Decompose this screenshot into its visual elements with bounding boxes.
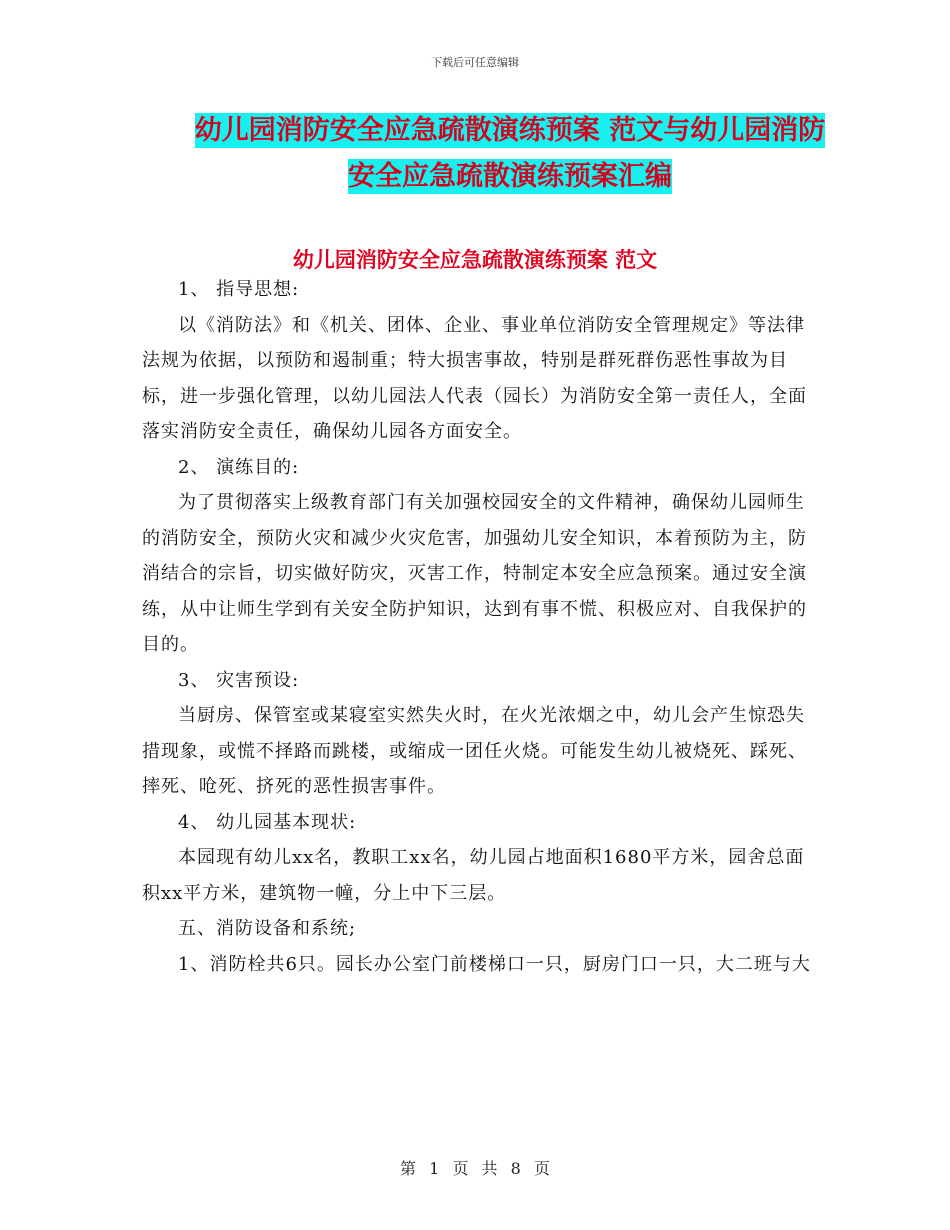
paragraph: 本园现有幼儿xx名，教职工xx名，幼儿园占地面积1680平方米，园舍总面积xx平方米，建筑物一幢，分上中下三层。 (142, 847, 805, 904)
page-footer (0, 1156, 950, 1179)
footer-mid-1: 页 (452, 1159, 469, 1178)
paragraph-heading-3: 3、 灾害预设: (178, 669, 300, 691)
paragraph: 以《消防法》和《机关、团体、企业、事业单位消防安全管理规定》等法律法规为依据，以预防和遏制重；特大损害事故，特别是群死群伤恶性事故为目标，进一步强化管理，以幼儿园法人代表（园长）为消防安全第一责任人，全面落实消防安全责任，确保幼儿园各方面安全。 (142, 314, 807, 442)
paragraph: 为了贯彻落实上级教育部门有关加强校园安全的文件精神，确保幼儿园师生的消防安全，预防火灾和减少火灾危害，加强幼儿安全知识，本着预防为主，防消结合的宗旨，切实做好防灾，灭害工作，特制定本安全应急预案。通过安全演练，从中让师生学到有关安全防护知识，达到有事不慌、积极应对、自我保护的目的。 (142, 492, 807, 655)
footer-suffix: 页 (533, 1159, 550, 1178)
document-title (140, 108, 880, 200)
footer-page-number: 1 (429, 1159, 440, 1178)
paragraph-heading-2: 2、 演练目的: (178, 456, 300, 478)
footer-prefix: 第 (400, 1159, 417, 1178)
paragraph-heading-1: 1、 指导思想: (178, 279, 300, 300)
header-note: 下载后可任意编辑 (431, 56, 519, 69)
paragraph-heading-4: 4、 幼儿园基本现状: (178, 811, 357, 833)
footer-total-pages: 8 (510, 1159, 521, 1178)
paragraph: 1、消防栓共6只。园长办公室门前楼梯口一只，厨房门口一只，大二班与大 (178, 953, 811, 975)
section-title: 幼儿园消防安全应急疏散演练预案 范文 (292, 248, 658, 272)
footer-mid-2: 共 (481, 1159, 498, 1178)
paragraph-heading-5: 五、消防设备和系统; (178, 918, 357, 939)
body-text (142, 272, 822, 982)
document-title-line-2 (140, 154, 880, 200)
title-highlight-2: 安全应急疏散演练预案汇编 (348, 161, 672, 192)
title-highlight-1: 幼儿园消防安全应急疏散演练预案 范文与幼儿园消防 (194, 115, 826, 146)
paragraph: 当厨房、保管室或某寝室实然失火时，在火光浓烟之中，幼儿会产生惊恐失措现象，或慌不择路而跳楼，或缩成一团任火烧。可能发生幼儿被烧死、踩死、摔死、呛死、挤死的恶性损害事件。 (142, 705, 807, 797)
document-title-line-1 (140, 108, 880, 154)
